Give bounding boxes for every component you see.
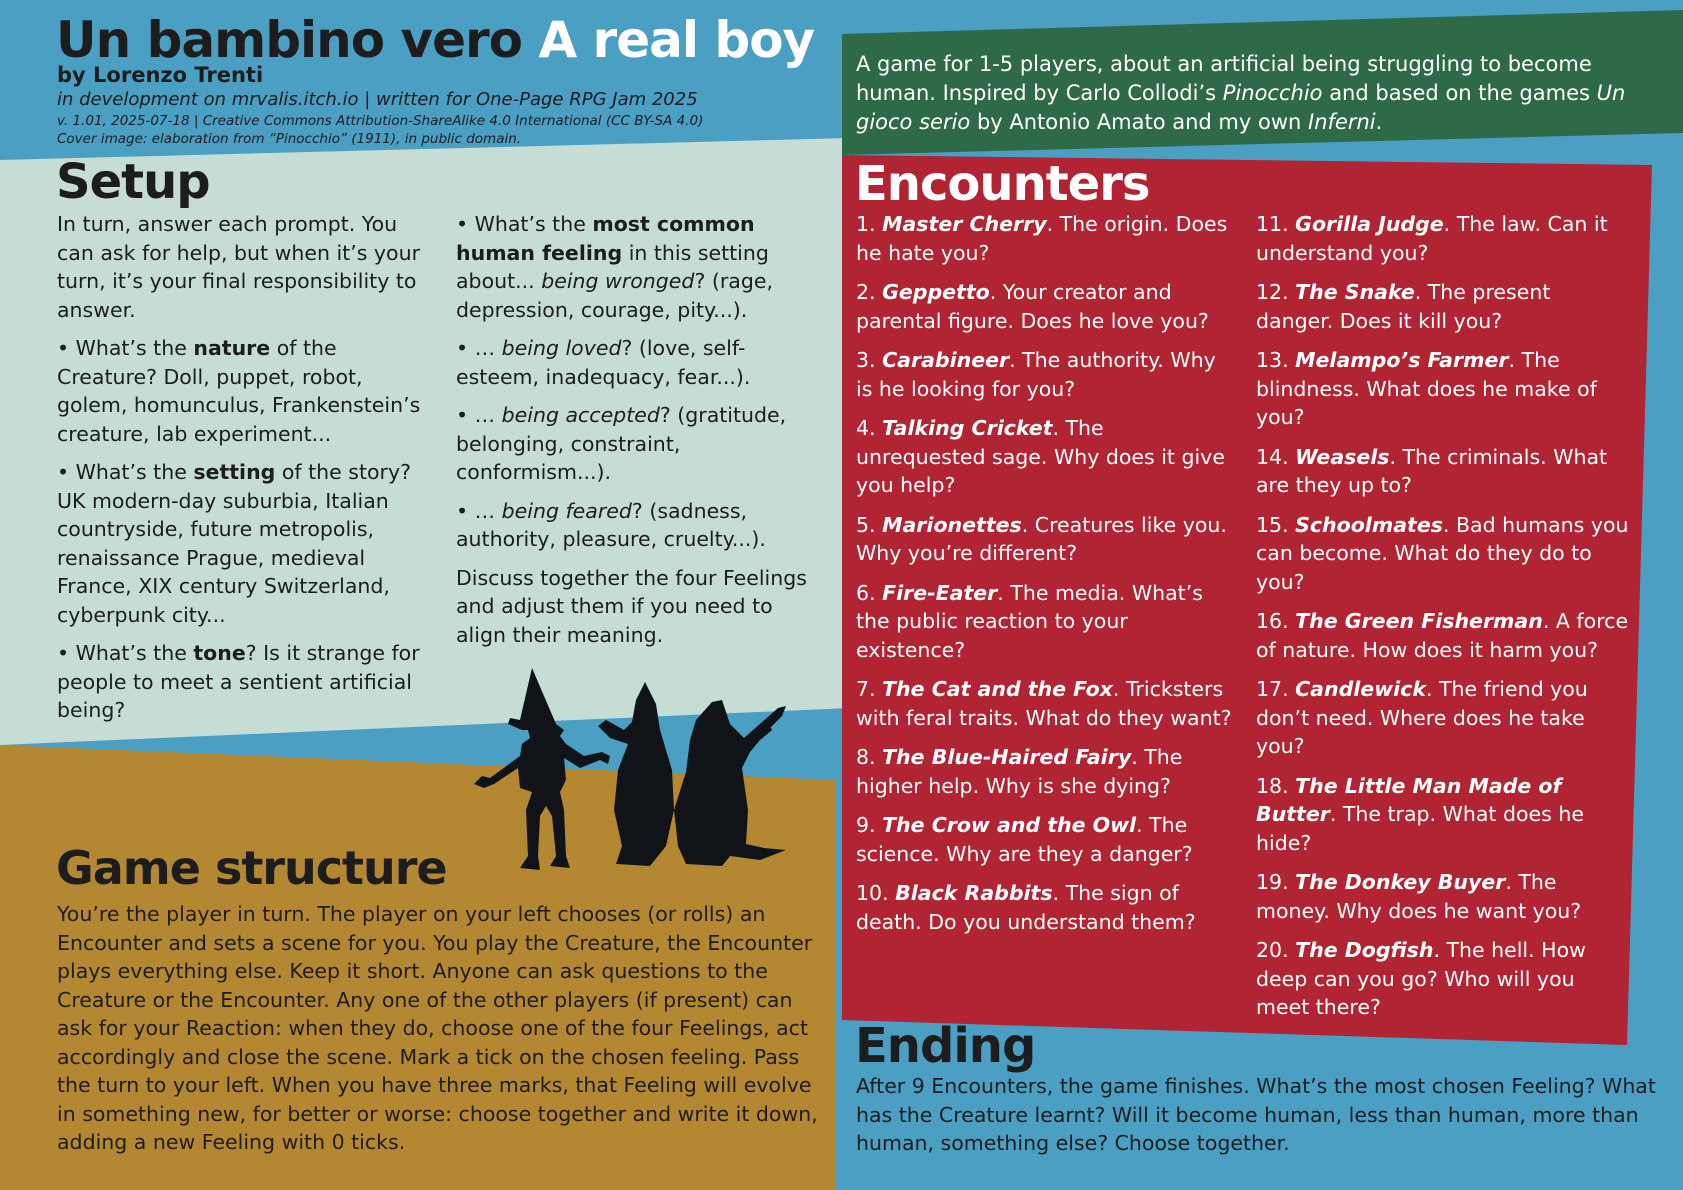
encounter-number: 13. [1256,348,1296,372]
encounter-number: 8. [856,745,883,769]
prompt-part: • What’s the [57,336,194,360]
intro-pinocchio: Pinocchio [1222,81,1323,105]
encounter-name: Master Cherry [882,212,1047,236]
prompt-nature [57,334,427,448]
encounter-text: . The blindness. What does he make of you? [1256,348,1597,429]
prompt-emphasis: being loved [501,336,622,360]
encounter-name: Black Rabbits [895,881,1053,905]
encounter-name: Gorilla Judge [1295,212,1444,236]
prompt-emphasis: being accepted [501,403,660,427]
encounter-name: The Little Man Made of Butter [1256,773,1562,826]
encounter-text: . The money. Why does he want you? [1256,870,1582,923]
encounter-item [1256,443,1631,500]
encounter-number: 11. [1256,212,1296,236]
encounter-name: The Green Fisherman [1295,609,1543,633]
encounter-item [856,346,1236,403]
prompt-part: of the story? UK modern-day suburbia, Italian countryside, future metropolis, renaissance Prague, medieval France, XIX century Switzerland, cyberpunk city... [57,460,411,627]
encounter-text: . Bad humans you can become. What do they do to you? [1256,512,1629,594]
encounter-item [856,743,1236,800]
intro-game-title: Inferni [1308,110,1376,134]
encounter-number: 3. [856,348,883,372]
prompt-emphasis: being feared [501,498,632,523]
encounter-number: 18. [1256,773,1296,798]
encounter-item [856,811,1236,868]
ending-text: After 9 Encounters, the game finishes. What’s the most chosen Feeling? What has the Creature learnt? Will it become human, less than human, more than human, something else? Choose together. [856,1074,1656,1155]
setup-column-right [456,210,828,659]
encounter-name: Fire-Eater [882,580,998,605]
encounter-text: . The friend you don’t need. Where does he take you? [1256,677,1588,758]
game-structure-text: You’re the player in turn. The player on your left chooses (or rolls) an Encounter and sets a scene for you. You play the Creature, the Encounter plays everything else. Keep it short. Anyone can ask questions to the Creature or the Encounter. Any one of the other players (if present) can ask for your Reaction: when they do, choose one of the four Feelings, act accordingly and close the scene. Mark a tick on the chosen feeling. Pass the turn to your left. When you have three marks, that Feeling will evolve in something new, for better or worse: choose together and write it down, adding a new Feeling with 0 ticks. [57,902,818,1154]
encounter-number: 19. [1256,870,1296,894]
encounters-column-right [1256,210,1631,1033]
prompt-tone [57,639,427,725]
encounter-name: Carabineer [882,348,1010,372]
prompt-loved [456,334,828,391]
encounter-number: 14. [1256,444,1296,469]
encounter-text: . The trap. What does he hide? [1256,802,1584,855]
encounter-name: Weasels [1295,444,1390,469]
encounter-number: 7. [856,677,883,701]
prompt-part: of the Creature? Doll, puppet, robot, golem, homunculus, Frankenstein’s creature, lab experiment... [57,336,421,446]
encounter-item [856,414,1236,500]
encounter-number: 20. [1256,938,1296,962]
title-english: A real boy [538,11,815,69]
prompt-part: ? Is it strange for people to meet a sentient artificial being? [57,641,420,722]
prompt-keyword: tone [193,641,246,665]
intro-part: . [1375,110,1383,134]
encounter-text: . The science. Why are they a danger? [856,813,1193,866]
encounter-number: 9. [856,813,883,837]
intro-game-title: Un gioco serio [856,81,1626,134]
pinocchio-cat-fox-silhouette-icon [460,660,820,875]
prompt-part: in this setting about... [456,240,769,293]
encounter-text: . The media. What’s the public reaction to your existence? [856,580,1203,662]
discuss-text: Discuss together the four Feelings and adjust them if you need to align their meaning. [456,565,807,647]
encounter-number: 4. [856,416,883,440]
encounter-name: The Cat and the Fox [882,677,1113,701]
prompt-part: ? (love, self-esteem, inadequacy, fear...). [456,336,751,389]
encounter-text: . Your creator and parental figure. Does he love you? [856,280,1209,333]
encounter-item [1256,772,1631,858]
encounter-item [1256,278,1631,335]
encounter-name: Schoolmates [1295,512,1443,537]
encounter-name: Marionettes [882,512,1022,537]
prompt-part: ? (rage, depression, courage, pity...). [456,269,773,322]
encounter-number: 12. [1256,280,1296,304]
encounter-text: . A force of nature. How does it harm you? [1256,609,1629,662]
encounter-number: 17. [1256,677,1296,701]
intro-part: and based on the games [1322,81,1597,105]
setup-column-left [57,210,427,735]
encounter-number: 10. [856,881,896,905]
encounter-item [856,511,1236,568]
prompt-feeling [456,210,828,324]
encounter-number: 1. [856,212,883,236]
encounter-text: . The sign of death. Do you understand them? [856,881,1196,934]
encounter-number: 6. [856,580,883,605]
prompt-keyword: nature [193,336,271,360]
encounter-item [856,278,1236,335]
encounter-number: 2. [856,280,883,304]
encounter-number: 5. [856,512,883,537]
prompt-keyword: setting [193,460,276,484]
setup-intro: In turn, answer each prompt. You can ask for help, but when it’s your turn, it’s your final responsibility to answer. [57,212,421,322]
encounter-name: Geppetto [882,280,990,304]
encounter-item [1256,675,1631,761]
encounter-text: . The law. Can it understand you? [1256,212,1608,265]
encounter-text: . The authority. Why is he looking for you? [856,348,1216,401]
dev-line: in development on mrvalis.itch.io | written for One-Page RPG Jam 2025 [57,89,698,110]
prompt-emphasis: being wronged [541,269,695,293]
prompt-keyword: most common human feeling [456,212,755,265]
encounter-item [1256,936,1631,1022]
prompt-part: • What’s the [57,641,194,665]
prompt-part: ? (sadness, authority, pleasure, cruelty...). [456,498,766,551]
prompt-part: • … [456,403,502,427]
encounter-text: . Creatures like you. Why you’re different? [856,512,1227,565]
encounter-text: . The present danger. Does it kill you? [1256,280,1551,333]
prompt-part: • … [456,498,502,523]
encounter-name: Talking Cricket [882,416,1053,440]
encounter-item [856,675,1236,732]
prompt-part: • What’s the [456,212,593,236]
title-italian: Un bambino vero [56,11,523,69]
encounter-name: The Blue-Haired Fairy [882,745,1132,769]
encounter-item [856,579,1236,665]
version-line: v. 1.01, 2025-07-18 | Creative Commons Attribution-ShareAlike 4.0 International (CC BY-SA 4.0) [57,113,704,129]
prompt-accepted [456,401,828,487]
encounter-name: The Crow and the Owl [882,813,1137,837]
prompt-part: ? (gratitude, belonging, constraint, conformism...). [456,403,787,484]
encounter-item [1256,868,1631,925]
encounter-item [1256,511,1631,597]
encounter-number: 16. [1256,609,1296,633]
cover-line: Cover image: elaboration from “Pinocchio” (1911), in public domain. [57,131,522,147]
ending-heading: Ending [855,1018,1036,1074]
encounter-name: The Donkey Buyer [1295,870,1506,894]
encounters-heading: Encounters [855,156,1150,212]
setup-heading: Setup [56,154,210,210]
encounter-number: 15. [1256,512,1296,537]
prompt-part: • … [456,336,502,360]
intro-part: by Antonio Amato and my own [970,110,1308,134]
encounter-name: The Snake [1295,280,1415,304]
encounter-text: . The criminals. What are they up to? [1256,444,1608,497]
byline: by Lorenzo Trenti [57,63,264,87]
encounter-text: . The unrequested sage. Why does it give you help? [856,416,1225,497]
encounter-text: . Tricksters with feral traits. What do they want? [856,677,1232,730]
encounters-column-left [856,210,1236,947]
game-structure-heading: Game structure [56,841,447,895]
prompt-part: • What’s the [57,460,194,484]
encounter-item [1256,607,1631,664]
encounter-name: Melampo’s Farmer [1295,348,1509,372]
intro-part: A game for 1-5 players, about an artificial being struggling to become human. Inspired by Carlo Collodi’s [856,52,1592,105]
encounter-name: The Dogfish [1295,938,1434,962]
encounter-text: . The origin. Does he hate you? [856,212,1228,265]
encounter-text: . The higher help. Why is she dying? [856,745,1183,798]
encounter-item [856,879,1236,936]
intro-text [856,50,1676,137]
encounter-item [856,210,1236,267]
encounter-item [1256,346,1631,432]
encounter-item [1256,210,1631,267]
prompt-feared [456,497,828,554]
prompt-setting [57,458,427,629]
encounter-name: Candlewick [1295,677,1426,701]
encounter-text: . The hell. How deep can you go? Who will you meet there? [1256,938,1586,1019]
